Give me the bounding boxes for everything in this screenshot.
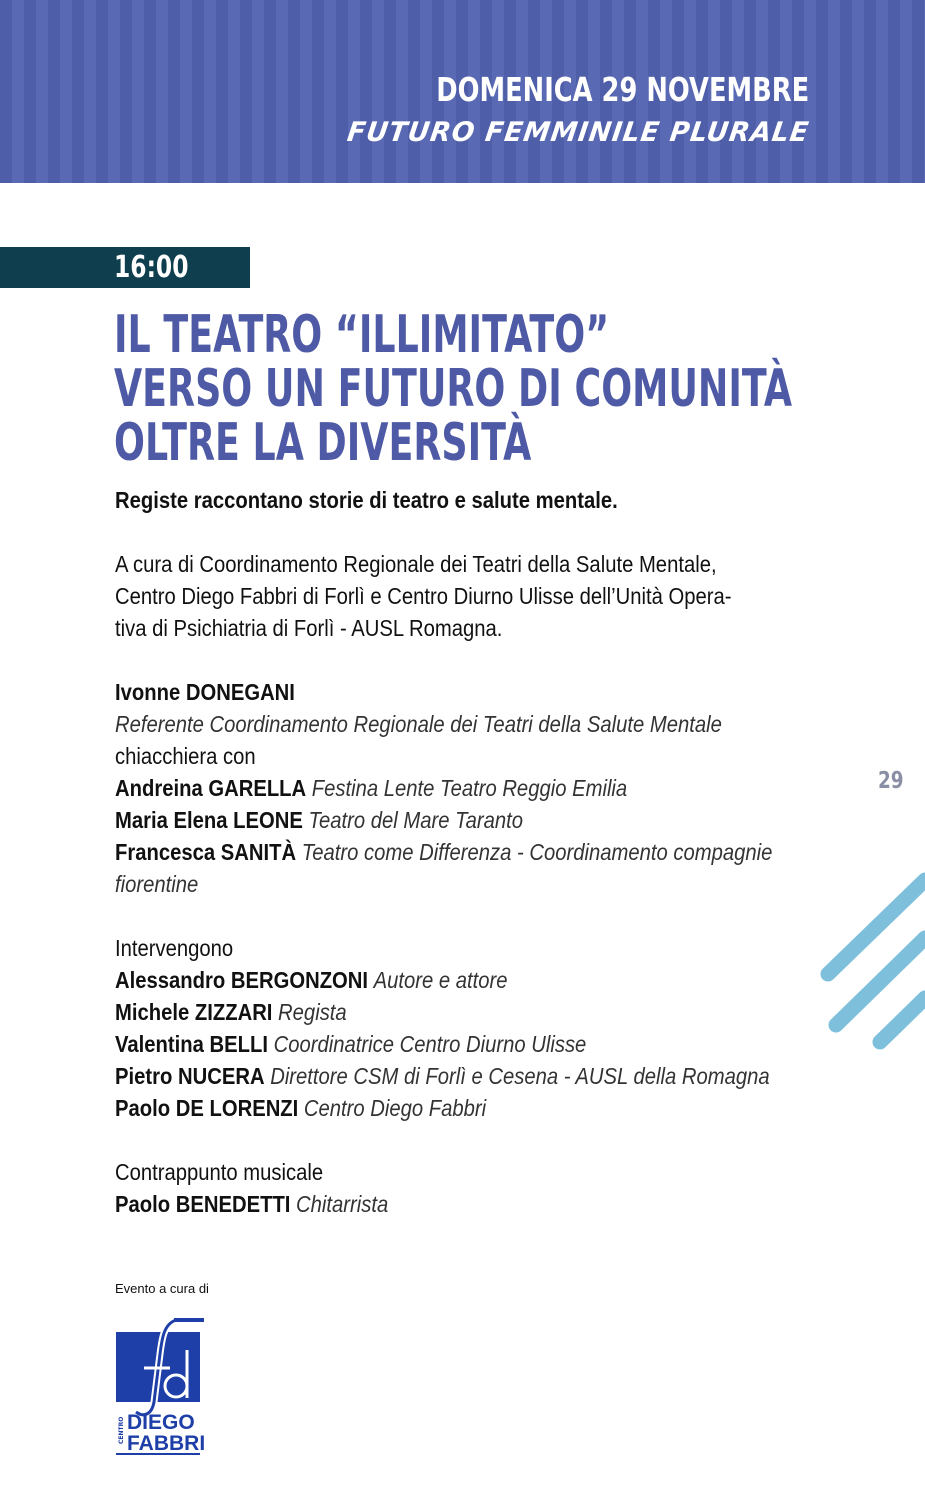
participant-role: Teatro come Differenza - Coordinamento compagnie	[301, 839, 773, 865]
speaker-name: Pietro NUCERA	[115, 1063, 265, 1089]
header-subtitle: FUTURO FEMMINILE PLURALE	[345, 117, 812, 148]
page-number: 29	[878, 768, 904, 794]
music-name: Paolo BENEDETTI	[115, 1191, 291, 1217]
event-title-line: VERSO UN FUTURO DI COMUNITÀ	[114, 359, 793, 419]
chat-label: chiacchiera con	[115, 743, 256, 769]
music-label: Contrappunto musicale	[115, 1159, 324, 1185]
host-role: Referente Coordinamento Regionale dei Teatri della Salute Mentale	[115, 711, 722, 737]
speaker-name: Paolo DE LORENZI	[115, 1095, 299, 1121]
host-name: Ivonne DONEGANI	[115, 679, 295, 705]
participant-row	[115, 836, 825, 868]
footer-label: Evento a cura di	[115, 1281, 209, 1296]
speaker-row	[115, 1028, 825, 1060]
speaker-name: Michele ZIZZARI	[115, 999, 273, 1025]
participant-role: Teatro del Mare Taranto	[308, 807, 524, 833]
participant-row	[115, 772, 825, 804]
speakers-label: Intervengono	[115, 935, 234, 961]
event-time: 16:00	[114, 250, 189, 285]
event-subtitle: Registe raccontano storie di teatro e salute mentale.	[115, 487, 618, 513]
curated-line: A cura di Coordinamento Regionale dei Teatri della Salute Mentale,	[115, 551, 717, 577]
speaker-role: Coordinatrice Centro Diurno Ulisse	[273, 1031, 587, 1057]
participant-name: Francesca SANITÀ	[115, 839, 297, 865]
speaker-row	[115, 1060, 825, 1092]
curated-line: tiva di Psichiatria di Forlì - AUSL Romagna.	[115, 615, 503, 641]
logo-small-text: CENTRO	[118, 1416, 125, 1444]
speaker-role: Centro Diego Fabbri	[303, 1095, 487, 1121]
music-row	[115, 1188, 825, 1220]
event-title-line: OLTRE LA DIVERSITÀ	[114, 413, 532, 473]
decorative-stripes	[810, 870, 925, 1060]
speaker-role: Autore e attore	[373, 967, 508, 993]
header-band	[0, 0, 925, 183]
participant-role: Festina Lente Teatro Reggio Emilia	[311, 775, 628, 801]
logo-line1: DIEGO	[127, 1411, 195, 1434]
logo-line2: FABBRI	[127, 1432, 206, 1455]
speaker-row	[115, 1092, 825, 1124]
header-date: DOMENICA 29 NOVEMBRE	[436, 70, 809, 109]
event-title	[114, 305, 793, 473]
curated-line: Centro Diego Fabbri di Forlì e Centro Diurno Ulisse dell’Unità Opera-	[115, 583, 732, 609]
participant-name: Andreina GARELLA	[115, 775, 307, 801]
participant-name: Maria Elena LEONE	[115, 807, 303, 833]
speaker-role: Direttore CSM di Forlì e Cesena - AUSL della Romagna	[270, 1063, 770, 1089]
speaker-row	[115, 996, 825, 1028]
speaker-name: Alessandro BERGONZONI	[115, 967, 369, 993]
speaker-role: Regista	[278, 999, 347, 1025]
speaker-name: Valentina BELLI	[115, 1031, 268, 1057]
participant-row	[115, 804, 825, 836]
speaker-row	[115, 964, 825, 996]
event-title-line: IL TEATRO “ILLIMITATO”	[114, 305, 610, 365]
event-content	[115, 484, 825, 1220]
participant-role-cont: fiorentine	[115, 871, 199, 897]
centro-diego-fabbri-logo	[114, 1316, 206, 1456]
music-role: Chitarrista	[296, 1191, 389, 1217]
stripe	[880, 998, 925, 1042]
